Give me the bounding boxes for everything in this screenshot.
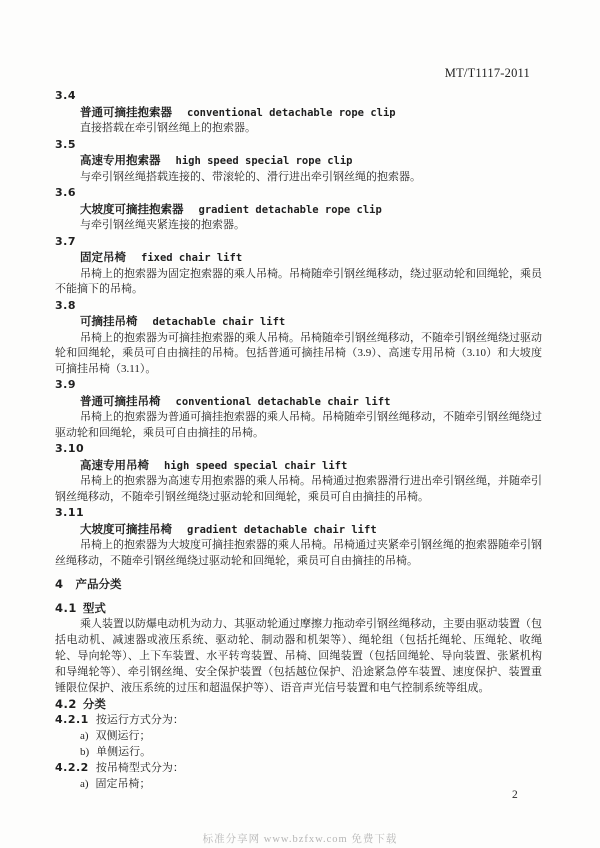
section-4-1-heading bbox=[55, 600, 542, 616]
list-item-4-2-1-b bbox=[55, 744, 542, 760]
list-item-text: 单侧运行。 bbox=[96, 746, 152, 758]
term-definition-text: 吊椅上的抱索器为可摘挂抱索器的乘人吊椅。吊椅随牵引钢丝绳移动，不随牵引钢丝绳绕过驱动轮和回绳轮，乘员可自由摘挂的吊椅。包括普通可摘挂吊椅（3.9）、高速专用吊椅（3.10）和大坡度可摘挂吊椅（3.11）。 bbox=[55, 331, 542, 375]
list-item-text: 双侧运行； bbox=[95, 730, 151, 742]
list-item-label: a) bbox=[80, 778, 89, 790]
list-item-text: 固定吊椅； bbox=[95, 778, 151, 790]
term-english: fixed chair lift bbox=[141, 252, 243, 264]
page-number: 2 bbox=[512, 789, 518, 801]
clause-number: 4.2.1 bbox=[55, 713, 89, 726]
watermark-text: 标准分享网 www.bzfxw.com 免费下载 bbox=[202, 834, 398, 845]
section-title: 分类 bbox=[82, 697, 106, 711]
term-definition-3-8 bbox=[55, 298, 542, 378]
term-english: gradient detachable chair lift bbox=[187, 523, 377, 536]
section-number: 4.1 bbox=[55, 601, 77, 615]
term-definition-text: 直接搭载在牵引钢丝绳上的抱索器。 bbox=[80, 122, 256, 134]
term-definition-3-7 bbox=[55, 234, 542, 298]
clause-number: 3.7 bbox=[55, 234, 76, 248]
term-definition-text: 与牵引钢丝绳搭载连接的、带滚轮的、滑行进出牵引钢丝绳的抱索器。 bbox=[80, 170, 421, 183]
clause-4-2-2 bbox=[55, 760, 542, 776]
term-english: conventional detachable chair lift bbox=[175, 395, 391, 408]
term-line bbox=[55, 457, 542, 475]
term-definition-text: 吊椅上的抱索器为普通可摘挂抱索器的乘人吊椅。吊椅随牵引钢丝绳移动，不随牵引钢丝绳绕过驱动轮和回绳轮，乘员可自由摘挂的吊椅。 bbox=[55, 411, 542, 439]
term-line bbox=[55, 152, 542, 170]
term-chinese: 普通可摘挂抱索器 bbox=[80, 104, 172, 119]
term-definition-3-4 bbox=[55, 88, 542, 137]
clause-4-2-1 bbox=[55, 712, 542, 728]
term-definition-text: 吊椅上的抱索器为高速专用抱索器的乘人吊椅。吊椅通过抱索器滑行进出牵引钢丝绳，并随牵引钢丝绳移动，不随牵引钢丝绳绕过驱动轮和回绳轮，乘员可自由摘挂的吊椅。 bbox=[55, 475, 542, 503]
section-title: 产品分类 bbox=[75, 577, 122, 591]
term-definition-text: 吊椅上的抱索器为大坡度可摘挂抱索器的乘人吊椅。吊椅通过夹紧牵引钢丝绳的抱索器随牵引钢丝绳移动，不随牵引钢丝绳绕过驱动轮和回绳轮，乘员可自由摘挂的吊椅。 bbox=[55, 539, 542, 567]
term-chinese: 大坡度可摘挂抱索器 bbox=[80, 201, 184, 216]
term-english: gradient detachable rope clip bbox=[198, 203, 382, 216]
standard-number-header: MT/T1117-2011 bbox=[444, 66, 530, 80]
term-english: detachable chair lift bbox=[152, 316, 286, 328]
term-definition-text: 吊椅上的抱索器为固定抱索器的乘人吊椅。吊椅随牵引钢丝绳移动，绕过驱动轮和回绳轮，乘员不能摘下的吊椅。 bbox=[55, 267, 542, 295]
term-line bbox=[55, 521, 542, 539]
clause-number: 3.5 bbox=[55, 137, 76, 151]
term-chinese: 高速专用抱索器 bbox=[80, 153, 161, 167]
term-definition-3-9 bbox=[55, 377, 542, 441]
term-definition-3-6 bbox=[55, 185, 542, 234]
term-definition-text: 与牵引钢丝绳夹紧连接的抱索器。 bbox=[80, 219, 245, 231]
term-chinese: 固定吊椅 bbox=[80, 250, 126, 264]
term-english: conventional detachable rope clip bbox=[187, 106, 396, 119]
list-item-label: a) bbox=[80, 730, 89, 742]
clause-number: 3.6 bbox=[55, 186, 76, 199]
clause-number: 3.11 bbox=[55, 506, 85, 519]
list-item-4-2-1-a bbox=[55, 728, 542, 744]
list-item-label: b) bbox=[80, 746, 90, 758]
section-4-1-body: 乘人装置以防爆电动机为动力、其驱动轮通过摩擦力拖动牵引钢丝绳移动，主要由驱动装置（包括电动机、减速器或液压系统、驱动轮、制动器和机架等）、绳轮组（包括托绳轮、压绳轮、收绳轮、导向轮等）、上下车装置、水平转弯装置、吊椅、回绳装置（包括回绳轮、导向装置、张紧机构和导绳轮等）、牵引钢丝绳、安全保护装置（包括越位保护、沿途紧急停车装置、速度保护、装置重锤限位保护、液压系统的过压和超温保护等）、语音声光信号装置和电气控制系统等组成。 bbox=[55, 618, 542, 694]
term-english: high speed special rope clip bbox=[175, 155, 353, 167]
term-line bbox=[55, 393, 542, 411]
term-definition-3-11 bbox=[55, 505, 542, 569]
section-4-heading bbox=[55, 576, 542, 592]
section-number: 4.2 bbox=[55, 697, 77, 711]
term-line bbox=[55, 104, 542, 122]
clause-text: 按运行方式分为： bbox=[95, 714, 184, 726]
clause-number: 3.4 bbox=[55, 89, 76, 102]
term-line bbox=[55, 313, 542, 331]
section-title: 型式 bbox=[82, 601, 106, 615]
page-content bbox=[55, 88, 542, 792]
section-4-2-heading bbox=[55, 696, 542, 712]
section-number: 4 bbox=[55, 577, 64, 591]
clause-text: 按吊椅型式分为： bbox=[95, 762, 184, 774]
term-english: high speed special chair lift bbox=[164, 459, 348, 472]
term-line bbox=[55, 249, 542, 267]
clause-number: 3.10 bbox=[55, 442, 85, 455]
term-chinese: 大坡度可摘挂吊椅 bbox=[80, 521, 172, 536]
term-chinese: 可摘挂吊椅 bbox=[80, 314, 138, 328]
clause-number: 3.8 bbox=[55, 298, 76, 312]
clause-number: 4.2.2 bbox=[55, 761, 89, 774]
term-definition-3-10 bbox=[55, 441, 542, 505]
clause-number: 3.9 bbox=[55, 378, 76, 391]
term-chinese: 高速专用吊椅 bbox=[80, 457, 149, 472]
list-item-4-2-2-a bbox=[55, 776, 542, 792]
term-line bbox=[55, 201, 542, 219]
term-definition-3-5 bbox=[55, 137, 542, 186]
term-chinese: 普通可摘挂吊椅 bbox=[80, 393, 161, 408]
